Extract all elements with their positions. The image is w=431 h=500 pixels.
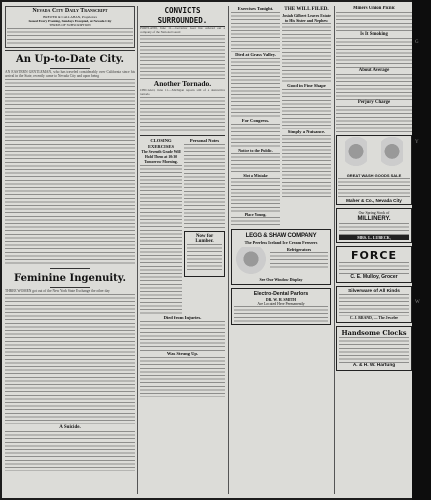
place-headline: Place Young. bbox=[244, 212, 267, 217]
lumber-headline: Now for Lumber. bbox=[195, 233, 214, 244]
mulloy-label: C. E. Mulloy, Grocer bbox=[350, 274, 398, 280]
masthead-rates: TERMS OF SUBSCRIPTION bbox=[49, 23, 91, 27]
closing-body bbox=[140, 165, 182, 315]
food-headline: Good in Fine Shape bbox=[287, 83, 326, 88]
clocks-headline: Handsome Clocks bbox=[341, 329, 407, 337]
silverware-ad bbox=[336, 286, 412, 323]
column-1 bbox=[5, 6, 135, 494]
feminine-body bbox=[5, 294, 135, 424]
died-body bbox=[140, 321, 225, 351]
strung-headline: Was Strung Up. bbox=[166, 350, 199, 356]
closing-subhead: The Seventh Grade Will Hold Them at 10:30 Tomorrow Morning. bbox=[141, 149, 181, 164]
died-headline: Died from Injuries. bbox=[163, 314, 202, 320]
wash-goods-headline: GREAT WASH GOODS SALE bbox=[346, 173, 402, 178]
personal-headline: Personal Notes bbox=[189, 137, 220, 143]
notice-headline: Notice to the Public. bbox=[238, 148, 273, 153]
strung-body bbox=[140, 357, 225, 397]
editorial-lead: AN EASTERN GENTLEMAN, who has traveled considerably over California since his arrival in the State, recently came to Nevada City and upon being bbox=[5, 70, 135, 78]
wash-goods-ad bbox=[336, 135, 412, 205]
legg-shaw-subhead: The Peerless Iceland Ice Cream Freezers bbox=[244, 240, 318, 245]
masthead-rates-table bbox=[7, 28, 133, 46]
window-display-label: See Our Window Display bbox=[259, 277, 303, 282]
electro-permanent: Are Located Here Permanently bbox=[257, 302, 305, 306]
suicide-body bbox=[5, 431, 135, 471]
editorial-headline: An Up-to-Date City. bbox=[16, 54, 124, 65]
masthead-publisher: BREWER & CALLAHAN, Proprietors bbox=[43, 15, 97, 19]
woman-figure-right bbox=[381, 137, 403, 173]
legg-shaw-headline: LEGG & SHAW COMPANY bbox=[245, 233, 317, 239]
electro-dental-ad bbox=[231, 288, 331, 325]
electro-dentist: DR. W. H. SMITH bbox=[265, 298, 297, 302]
perjury-headline: Perjury Charge bbox=[357, 100, 391, 105]
tornado-body bbox=[140, 97, 225, 133]
freezer-illustration bbox=[234, 247, 268, 277]
force-ad bbox=[336, 246, 412, 283]
newspaper-page bbox=[2, 2, 412, 498]
hartung-label: A. & H. W. Hartung bbox=[352, 363, 396, 368]
edge-letter-2: Y bbox=[415, 140, 419, 145]
spring-stock-label: Our Spring Stock of bbox=[358, 211, 390, 215]
slot-headline: Slot a Mistake bbox=[243, 173, 268, 178]
lumber-ad bbox=[184, 231, 225, 277]
silverware-headline: Silverware of All Kinds bbox=[348, 289, 400, 294]
grass-valley-headline: Died at Grass Valley. bbox=[235, 52, 276, 57]
woman-figure-left bbox=[345, 137, 367, 173]
millinery-ad bbox=[336, 208, 412, 243]
maher-label: Maher & Co., Nevada City bbox=[346, 198, 402, 203]
congress-headline: For Congress. bbox=[241, 118, 270, 123]
feminine-headline: Feminine Ingenuity. bbox=[14, 272, 126, 284]
legg-shaw-ad bbox=[231, 229, 331, 285]
tornado-headline: Another Tornado. bbox=[153, 78, 212, 88]
force-headline: FORCE bbox=[351, 249, 397, 262]
editorial-body bbox=[5, 79, 135, 265]
column-4 bbox=[336, 6, 412, 494]
convicts-headline: CONVICTS SURROUNDED. bbox=[140, 6, 225, 27]
personal-body bbox=[184, 144, 225, 228]
average-headline: About Average bbox=[358, 68, 390, 73]
nuisance-headline: Simply a Nuisance. bbox=[287, 129, 326, 134]
millinery-headline: MILLINERY. bbox=[357, 216, 391, 222]
tornado-lead: CHICAGO, June 11.—Michigan reports still of a destructive tornado bbox=[140, 87, 225, 96]
clocks-ad bbox=[336, 326, 412, 371]
masthead-title: Nevada City Daily Transcript bbox=[32, 8, 108, 14]
will-headline: THE WILL FILED. bbox=[284, 6, 329, 12]
column-3 bbox=[231, 6, 331, 494]
jeweler-label: C. J. BRAND, — The Jeweler bbox=[349, 316, 399, 320]
masthead-issued: Issued Every Evening, Sundays Excepted, at Nevada City bbox=[28, 19, 112, 23]
suicide-headline: A Suicide. bbox=[59, 424, 81, 430]
picnic-headline: Miners Union Picnic bbox=[352, 6, 396, 11]
closing-headline: CLOSING EXERCISES bbox=[147, 137, 175, 149]
smoking-headline: Is It Smoking bbox=[360, 32, 388, 37]
facing-page-edge bbox=[412, 0, 431, 500]
edge-letter-1: G bbox=[415, 40, 419, 45]
convicts-body bbox=[140, 35, 225, 79]
will-subhead: Josiah Gilbert Leaves Estate to His Sister and Nephew bbox=[282, 13, 331, 23]
milliner-name: MRS. L. LUBECK, bbox=[339, 235, 409, 240]
convicts-lead: PORTLAND, June 11.—Governor Geer has ordered out a company of the National Guard bbox=[140, 26, 225, 34]
electro-headline: Electro-Dental Parlors bbox=[253, 291, 309, 297]
feminine-lead: THREE WOMEN got out of the New York State Exchange the other day bbox=[5, 288, 110, 293]
column-2 bbox=[140, 6, 225, 494]
exercises-headline: Exercises Tonight. bbox=[237, 6, 274, 11]
masthead bbox=[5, 6, 135, 48]
refrigerators-label: Refrigerators bbox=[286, 247, 312, 252]
edge-letter-3: W bbox=[415, 300, 420, 305]
